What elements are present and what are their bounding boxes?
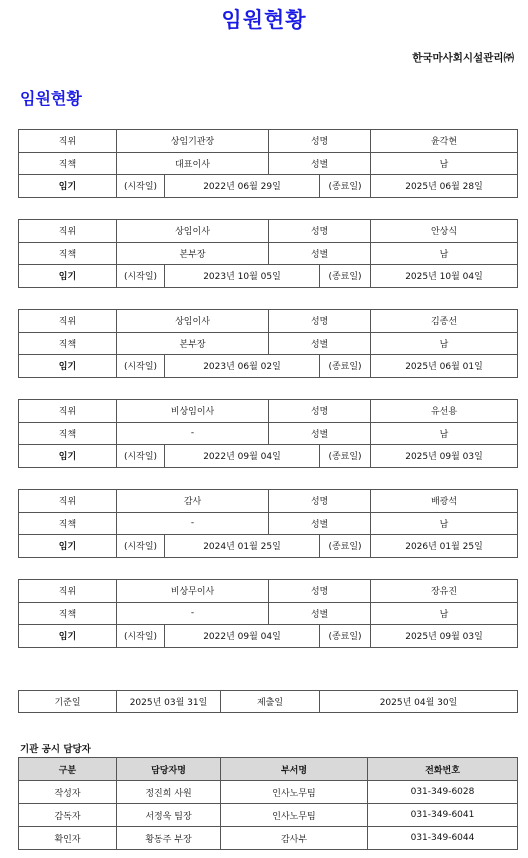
department-cell: 감사부 [221,827,368,850]
gender-value: 남 [371,602,518,625]
table-row [19,580,518,603]
duty-value: - [117,602,269,625]
position-value: 상임이사 [117,310,269,333]
duty-value: 대표이사 [117,152,269,175]
organization-name: 한국마사회시설관리㈜ [412,52,514,64]
start-label: (시작일) [117,445,165,468]
position-value: 비상임이사 [117,400,269,423]
name-value: 유선용 [371,400,518,423]
end-date: 2025년 06월 01일 [371,355,518,378]
duty-label: 직책 [19,152,117,175]
gender-value: 남 [371,422,518,445]
start-label: (시작일) [117,265,165,288]
end-label: (종료일) [320,445,371,468]
table-row [19,625,518,648]
name-label: 성명 [269,580,371,603]
end-label: (종료일) [320,535,371,558]
table-row [19,827,518,850]
table-row [19,602,518,625]
term-label: 임기 [19,625,117,648]
position-value: 비상무이사 [117,580,269,603]
submit-date-label: 제출일 [221,691,320,713]
executive-table [18,579,518,648]
executive-table [18,219,518,288]
contacts-title: 기관 공시 담당자 [20,744,91,755]
start-label: (시작일) [117,175,165,198]
table-row [19,691,518,713]
table-row [19,400,518,423]
table-header-row [19,758,518,781]
start-date: 2023년 10월 05일 [165,265,320,288]
column-header: 전화번호 [368,758,518,781]
table-row [19,130,518,153]
position-value: 감사 [117,490,269,513]
end-label: (종료일) [320,625,371,648]
start-label: (시작일) [117,535,165,558]
table-row [19,265,518,288]
name-label: 성명 [269,400,371,423]
end-date: 2026년 01월 25일 [371,535,518,558]
submit-date-value: 2025년 04월 30일 [320,691,518,713]
name-value: 김종선 [371,310,518,333]
page-title: 임원현황 [221,8,307,32]
name-label: 성명 [269,130,371,153]
phone-cell: 031-349-6044 [368,827,518,850]
gender-label: 성별 [269,152,371,175]
base-date-value: 2025년 03월 31일 [117,691,221,713]
end-date: 2025년 06월 28일 [371,175,518,198]
name-label: 성명 [269,490,371,513]
gender-label: 성별 [269,602,371,625]
table-row [19,220,518,243]
duty-label: 직책 [19,332,117,355]
term-label: 임기 [19,445,117,468]
contact-name-cell: 서정욱 팀장 [117,804,221,827]
start-date: 2022년 06월 29일 [165,175,320,198]
phone-cell: 031-349-6041 [368,804,518,827]
gender-value: 남 [371,332,518,355]
role-cell: 감독자 [19,804,117,827]
gender-label: 성별 [269,512,371,535]
duty-value: 본부장 [117,242,269,265]
table-row [19,781,518,804]
term-label: 임기 [19,265,117,288]
duty-label: 직책 [19,422,117,445]
start-date: 2023년 06월 02일 [165,355,320,378]
phone-cell: 031-349-6028 [368,781,518,804]
table-row [19,242,518,265]
gender-label: 성별 [269,422,371,445]
name-value: 장유진 [371,580,518,603]
contacts-table [18,757,518,850]
start-date: 2024년 01월 25일 [165,535,320,558]
position-label: 직위 [19,220,117,243]
gender-label: 성별 [269,332,371,355]
name-value: 배광석 [371,490,518,513]
gender-value: 남 [371,152,518,175]
gender-value: 남 [371,512,518,535]
base-date-label: 기준일 [19,691,117,713]
section-title: 임원현황 [20,89,82,108]
position-value: 상임기관장 [117,130,269,153]
name-value: 안상식 [371,220,518,243]
role-cell: 작성자 [19,781,117,804]
executive-table [18,309,518,378]
duty-label: 직책 [19,512,117,535]
gender-label: 성별 [269,242,371,265]
position-label: 직위 [19,580,117,603]
department-cell: 인사노무팀 [221,804,368,827]
end-date: 2025년 10월 04일 [371,265,518,288]
executive-table [18,129,518,198]
role-cell: 확인자 [19,827,117,850]
duty-value: 본부장 [117,332,269,355]
end-label: (종료일) [320,355,371,378]
table-row [19,175,518,198]
end-date: 2025년 09월 03일 [371,625,518,648]
column-header: 부서명 [221,758,368,781]
position-label: 직위 [19,310,117,333]
executive-table [18,489,518,558]
start-date: 2022년 09월 04일 [165,625,320,648]
column-header: 담당자명 [117,758,221,781]
duty-label: 직책 [19,602,117,625]
start-date: 2022년 09월 04일 [165,445,320,468]
duty-value: - [117,512,269,535]
term-label: 임기 [19,355,117,378]
table-row [19,535,518,558]
duty-label: 직책 [19,242,117,265]
table-row [19,512,518,535]
table-row [19,355,518,378]
gender-value: 남 [371,242,518,265]
contact-name-cell: 황동주 부장 [117,827,221,850]
start-label: (시작일) [117,355,165,378]
table-row [19,152,518,175]
duty-value: - [117,422,269,445]
column-header: 구분 [19,758,117,781]
table-row [19,490,518,513]
name-value: 윤각현 [371,130,518,153]
contact-name-cell: 정진희 사원 [117,781,221,804]
position-value: 상임이사 [117,220,269,243]
start-label: (시작일) [117,625,165,648]
table-row [19,422,518,445]
table-row [19,445,518,468]
table-row [19,804,518,827]
executive-table [18,399,518,468]
table-row [19,332,518,355]
position-label: 직위 [19,490,117,513]
position-label: 직위 [19,130,117,153]
end-label: (종료일) [320,265,371,288]
department-cell: 인사노무팀 [221,781,368,804]
name-label: 성명 [269,220,371,243]
table-row [19,310,518,333]
end-date: 2025년 09월 03일 [371,445,518,468]
position-label: 직위 [19,400,117,423]
term-label: 임기 [19,175,117,198]
name-label: 성명 [269,310,371,333]
reference-date-table [18,690,518,713]
end-label: (종료일) [320,175,371,198]
term-label: 임기 [19,535,117,558]
